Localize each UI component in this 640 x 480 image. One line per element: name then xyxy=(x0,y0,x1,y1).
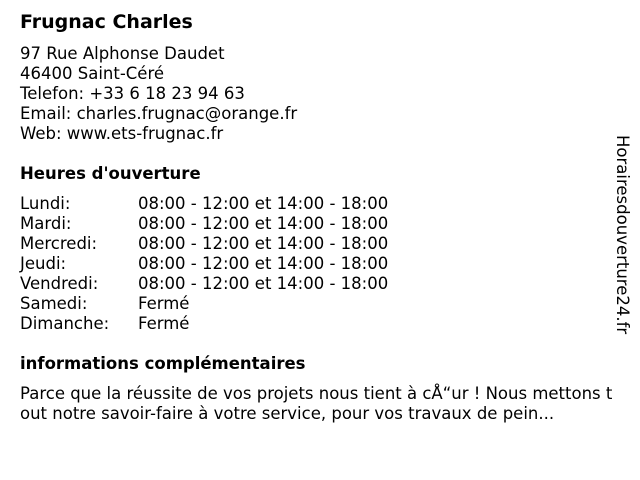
info-description: Parce que la réussite de vos projets nous tient à cÅ“ur ! Nous mettons tout notre savoir-faire à votre service, pour vos travaux de pein... xyxy=(20,384,613,423)
website: Web: www.ets-frugnac.fr xyxy=(20,124,224,143)
email-address: Email: charles.frugnac@orange.fr xyxy=(20,104,298,123)
address-street: 97 Rue Alphonse Daudet xyxy=(20,44,225,63)
time-value: Fermé xyxy=(138,314,190,333)
day-label: Mercredi: xyxy=(20,234,98,253)
hours-heading: Heures d'ouverture xyxy=(20,164,201,183)
day-label: Dimanche: xyxy=(20,314,110,333)
time-value: 08:00 - 12:00 et 14:00 - 18:00 xyxy=(138,234,389,253)
day-label: Vendredi: xyxy=(20,274,99,293)
phone-number: Telefon: +33 6 18 23 94 63 xyxy=(20,84,245,103)
contact-block xyxy=(20,44,297,144)
day-label: Samedi: xyxy=(20,294,88,313)
time-value: 08:00 - 12:00 et 14:00 - 18:00 xyxy=(138,214,389,233)
day-label: Jeudi: xyxy=(20,254,67,273)
address-city: 46400 Saint-Céré xyxy=(20,64,165,83)
time-value: 08:00 - 12:00 et 14:00 - 18:00 xyxy=(138,274,389,293)
watermark-text: Horairesdouverture24.fr xyxy=(613,135,632,335)
time-value: 08:00 - 12:00 et 14:00 - 18:00 xyxy=(138,254,389,273)
time-value: 08:00 - 12:00 et 14:00 - 18:00 xyxy=(138,194,389,213)
business-name: Frugnac Charles xyxy=(20,11,193,33)
time-value: Fermé xyxy=(138,294,190,313)
site-watermark xyxy=(611,135,633,345)
day-label: Lundi: xyxy=(20,194,71,213)
info-heading: informations complémentaires xyxy=(20,354,306,373)
day-label: Mardi: xyxy=(20,214,72,233)
